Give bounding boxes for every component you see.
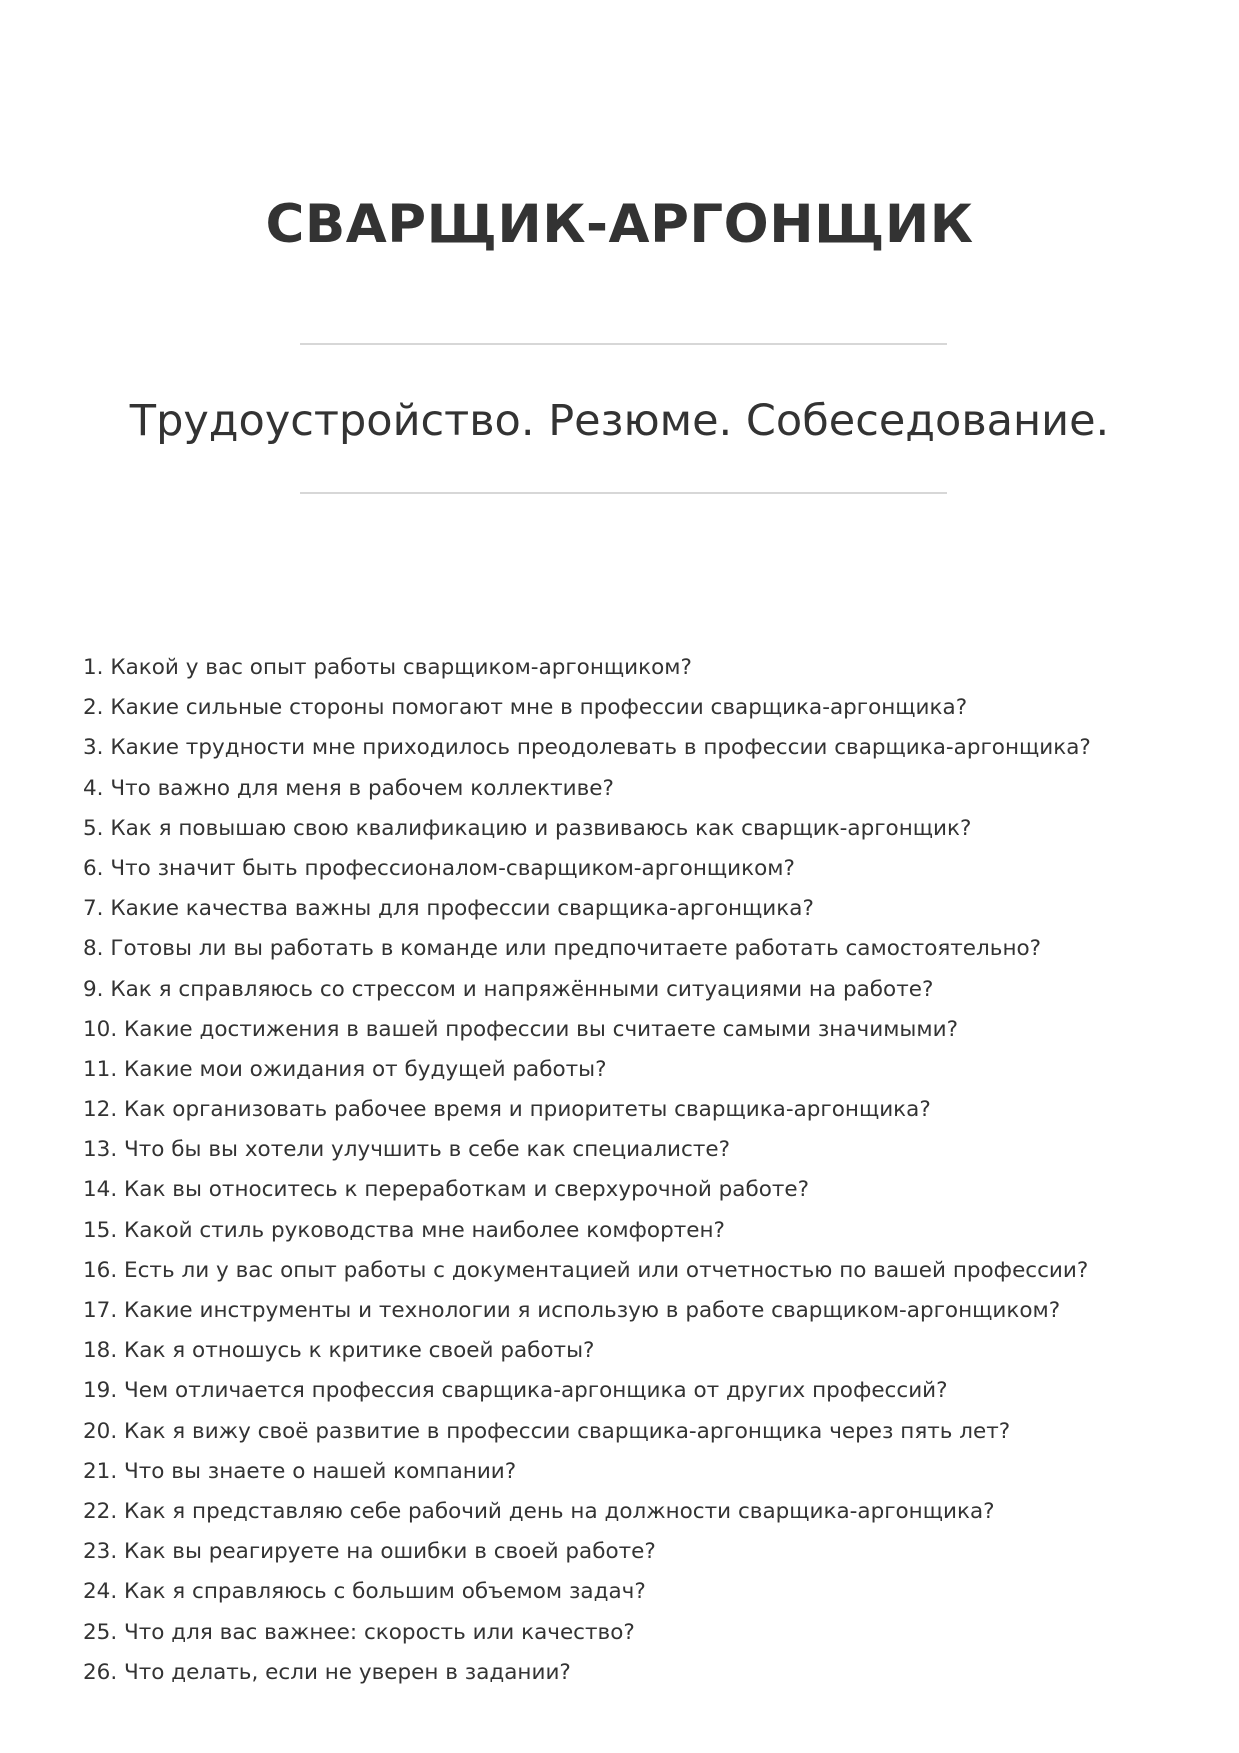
- question-item: 5. Как я повышаю свою квалификацию и развиваюсь как сварщик-аргонщик?: [83, 815, 972, 841]
- question-item: 24. Как я справляюсь с большим объемом задач?: [83, 1579, 646, 1605]
- question-item: 18. Как я отношусь к критике своей работы?: [83, 1338, 595, 1364]
- question-item: 22. Как я представляю себе рабочий день на должности сварщика-аргонщика?: [83, 1498, 995, 1524]
- question-item: 20. Как я вижу своё развитие в профессии сварщика-аргонщика через пять лет?: [83, 1418, 1011, 1444]
- question-item: 19. Чем отличается профессия сварщика-аргонщика от других профессий?: [83, 1378, 948, 1404]
- question-item: 8. Готовы ли вы работать в команде или предпочитаете работать самостоятельно?: [83, 936, 1042, 962]
- question-item: 17. Какие инструменты и технологии я использую в работе сварщиком-аргонщиком?: [83, 1298, 1061, 1323]
- question-item: 13. Что бы вы хотели улучшить в себе как специалисте?: [83, 1137, 731, 1163]
- question-item: 21. Что вы знаете о нашей компании?: [83, 1458, 517, 1484]
- page-title: СВАРЩИК-АРГОНЩИК: [265, 194, 974, 255]
- title-divider-bottom: [300, 492, 947, 494]
- question-item: 6. Что значит быть профессионалом-сварщиком-аргонщиком?: [83, 855, 795, 881]
- question-item: 15. Какой стиль руководства мне наиболее комфортен?: [83, 1217, 725, 1243]
- page-subtitle: Трудоустройство. Резюме. Собеседование.: [129, 396, 1110, 446]
- question-item: 25. Что для вас важнее: скорость или качество?: [83, 1619, 635, 1645]
- question-item: 10. Какие достижения в вашей профессии вы считаете самыми значимыми?: [83, 1016, 959, 1042]
- question-list: [83, 648, 1203, 1693]
- question-item: 1. Какой у вас опыт работы сварщиком-аргонщиком?: [83, 655, 692, 680]
- question-item: 9. Как я справляюсь со стрессом и напряжёнными ситуациями на работе?: [83, 976, 934, 1002]
- question-item: 2. Какие сильные стороны помогают мне в профессии сварщика-аргонщика?: [83, 695, 968, 721]
- question-item: 11. Какие мои ожидания от будущей работы?: [83, 1056, 607, 1082]
- question-item: 7. Какие качества важны для профессии сварщика-аргонщика?: [83, 896, 814, 922]
- question-item: 16. Есть ли у вас опыт работы с документацией или отчетностью по вашей профессии?: [83, 1257, 1089, 1283]
- question-item: 4. Что важно для меня в рабочем коллективе?: [83, 775, 614, 801]
- question-item: 3. Какие трудности мне приходилось преодолевать в профессии сварщика-аргонщика?: [83, 735, 1091, 761]
- question-item: 14. Как вы относитесь к переработкам и сверхурочной работе?: [83, 1177, 810, 1203]
- question-item: 26. Что делать, если не уверен в задании?: [83, 1659, 571, 1685]
- title-divider-top: [300, 343, 947, 345]
- question-item: 12. Как организовать рабочее время и приоритеты сварщика-аргонщика?: [83, 1097, 931, 1123]
- question-item: 23. Как вы реагируете на ошибки в своей работе?: [83, 1539, 656, 1565]
